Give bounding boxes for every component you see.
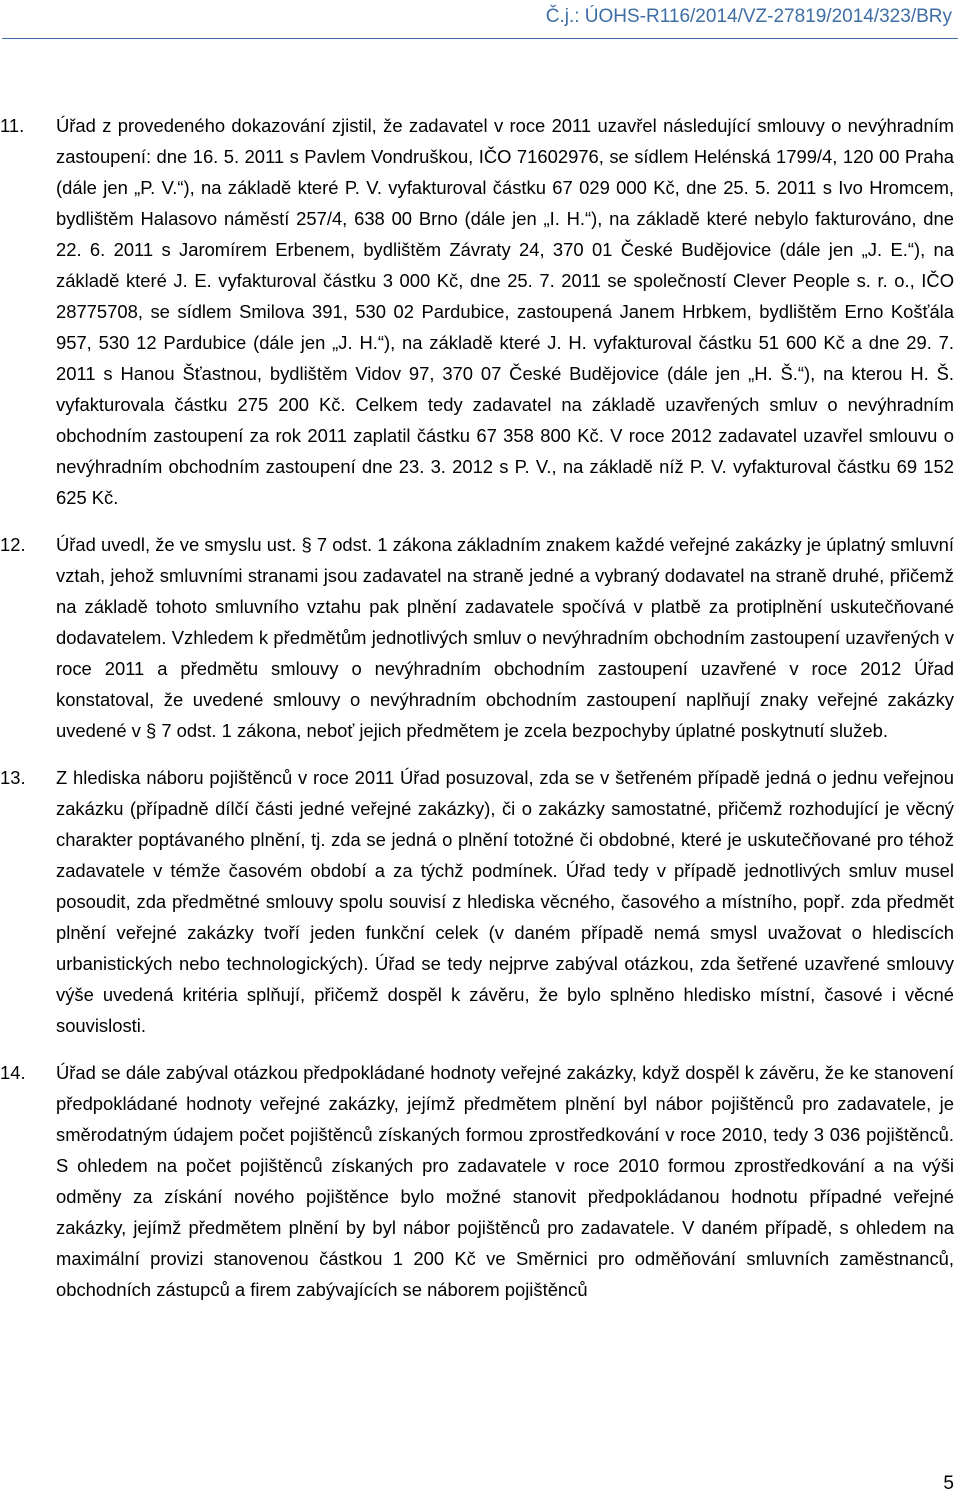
paragraph-14 [0, 1057, 958, 1305]
paragraph-11 [0, 110, 958, 513]
paragraph-number: 12. [0, 534, 26, 555]
paragraph-text: Úřad uvedl, že ve smyslu ust. § 7 odst. 1 zákona základním znakem každé veřejné zakázky je úplatný smluvní vztah, jehož smluvními stranami jsou zadavatel na straně jedné a vybraný dodavatel na straně druhé, přičemž na základě tohoto smluvního vztahu pak plnění zadavatele spočívá v platbě za protiplnění uskutečňované dodavatelem. Vzhledem k předmětům jednotlivých smluv o nevýhradním obchodním zastoupení uzavřených v roce 2011 a předmětu smlouvy o nevýhradním obchodním zastoupení uzavřené v roce 2012 Úřad konstatoval, že uvedené smlouvy o nevýhradním obchodním zastoupení naplňují znaky veřejné zakázky uvedené v § 7 odst. 1 zákona, neboť jejich předmětem je zcela bezpochyby úplatné poskytnutí služeb. [56, 534, 954, 741]
paragraph-text: Z hlediska náboru pojištěnců v roce 2011 Úřad posuzoval, zda se v šetřeném případě jedná o jednu veřejnou zakázku (případně dílčí části jedné veřejné zakázky), či o zakázky samostatné, přičemž rozhodující je věcný charakter poptávaného plnění, tj. zda se jedná o plnění totožné či obdobné, které je uskutečňované pro téhož zadavatele v témže časovém období a za týchž podmínek. Úřad tedy v případě jednotlivých smluv musel posoudit, zda předmětné smlouvy spolu souvisí z hlediska věcného, časového a místního, popř. zda předmět plnění veřejné zakázky tvoří jeden funkční celek (v daném případě nemá smysl uvažovat o hlediscích urbanistických nebo technologických). Úřad se tedy nejprve zabýval otázkou, zda šetřené uzavřené smlouvy výše uvedená kritéria splňují, přičemž dospěl k závěru, že bylo splněno hledisko místní, časové i věcné souvislosti. [56, 767, 954, 1036]
document-body [0, 110, 958, 1305]
header-rule [2, 38, 958, 39]
paragraph-text: Úřad z provedeného dokazování zjistil, že zadavatel v roce 2011 uzavřel následující smlouvy o nevýhradním zastoupení: dne 16. 5. 2011 s Pavlem Vondruškou, IČO 71602976, se sídlem Helénská 1799/4, 120 00 Praha (dále jen „P. V.“), na základě které P. V. vyfakturoval částku 67 029 000 Kč, dne 25. 5. 2011 s Ivo Hromcem, bydlištěm Halasovo náměstí 257/4, 638 00 Brno (dále jen „I. H.“), na základě které nebylo fakturováno, dne 22. 6. 2011 s Jaromírem Erbenem, bydlištěm Závraty 24, 370 01 České Budějovice (dále jen „J. E.“), na základě které J. E. vyfakturoval částku 3 000 Kč, dne 25. 7. 2011 se společností Clever People s. r. o., IČO 28775708, se sídlem Smilova 391, 530 02 Pardubice, zastoupená Janem Hrbkem, bydlištěm Erno Košťála 957, 530 12 Pardubice (dále jen „J. H.“), na základě které J. H. vyfakturoval částku 51 600 Kč a dne 29. 7. 2011 s Hanou Šťastnou, bydlištěm Vidov 97, 370 07 České Budějovice (dále jen „H. Š.“), na kterou H. Š. vyfakturovala částku 275 200 Kč. Celkem tedy zadavatel na základě uzavřených smluv o nevýhradním obchodním zastoupení za rok 2011 zaplatil částku 67 358 800 Kč. V roce 2012 zadavatel uzavřel smlouvu o nevýhradním obchodním zastoupení dne 23. 3. 2012 s P. V., na základě níž P. V. vyfakturoval částku 69 152 625 Kč. [56, 115, 954, 508]
paragraph-number: 13. [0, 767, 26, 788]
paragraph-number: 11. [0, 115, 25, 136]
paragraph-13 [0, 762, 958, 1041]
document-reference: Č.j.: ÚOHS-R116/2014/VZ-27819/2014/323/BRy [545, 6, 952, 27]
paragraph-12 [0, 529, 958, 746]
paragraph-text: Úřad se dále zabýval otázkou předpokládané hodnoty veřejné zakázky, když dospěl k závěru, že ke stanovení předpokládané hodnoty veřejné zakázky, jejímž předmětem plnění byl nábor pojištěnců pro zadavatele, je směrodatným údajem počet pojištěnců získaných formou zprostředkování v roce 2010, tedy 3 036 pojištěnců. S ohledem na počet pojištěnců získaných pro zadavatele v roce 2010 formou zprostředkování a na výši odměny za získání nového pojištěnce bylo možné stanovit předpokládanou hodnotu případné veřejné zakázky, jejímž předmětem plnění by byl nábor pojištěnců pro zadavatele. V daném případě, s ohledem na maximální provizi stanovenou částkou 1 200 Kč ve Směrnici pro odměňování smluvních zaměstnanců, obchodních zástupců a firem zabývajících se náborem pojištěnců [56, 1062, 954, 1300]
paragraph-number: 14. [0, 1062, 26, 1083]
page-number: 5 [943, 1473, 954, 1494]
